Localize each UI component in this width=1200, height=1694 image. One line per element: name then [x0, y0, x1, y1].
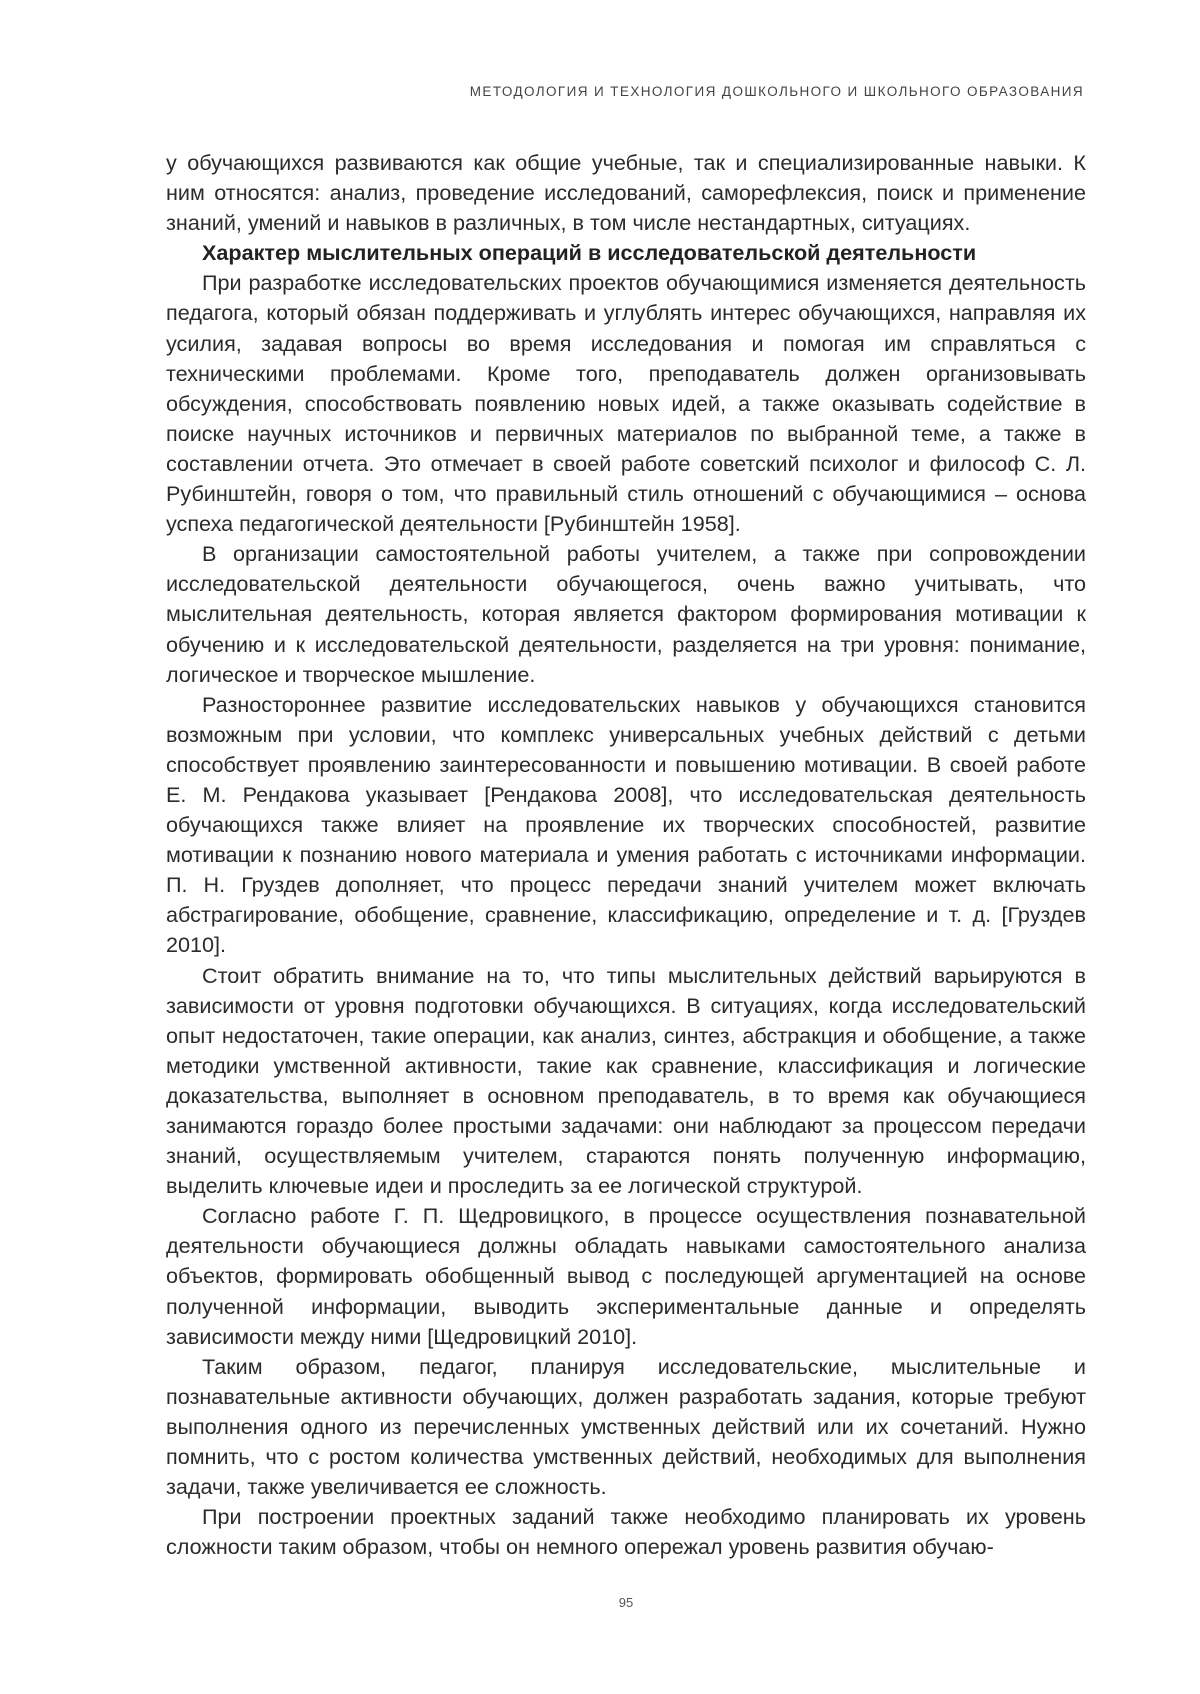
body-paragraph: При разработке исследовательских проектов обучающимися изменяется деятельность педагога, который обязан поддерживать и углублять интерес обучающихся, направляя их усилия, задавая вопросы во время исследования и помогая им справляться с техническими проблемами. Кроме того, преподаватель должен организовывать обсуждения, способствовать появлению новых идей, а также оказывать содействие в поиске научных источников и первичных материалов по выбранной теме, а также в составлении отчета. Это отмечает в своей работе советский психолог и философ С. Л. Рубинштейн, говоря о том, что правильный стиль отношений с обучающимися – основа успеха педагогической деятельности [Рубинштейн 1958].: [166, 270, 1086, 537]
intro-paragraph: у обучающихся развиваются как общие учебные, так и специализированные навыки. К ним относятся: анализ, проведение исследований, саморефлексия, поиск и применение знаний, умений и навыков в различных, в том числе нестандартных, ситуациях.: [166, 150, 1086, 236]
page-number: 95: [618, 1595, 634, 1610]
article-body: [166, 148, 1086, 1562]
body-paragraph: Согласно работе Г. П. Щедровицкого, в процессе осуществления познавательной деятельности обучающиеся должны обладать навыками самостоятельного анализа объектов, формировать обобщенный вывод с последующей аргументацией на основе полученной информации, выводить экспериментальные данные и определять зависимости между ними [Щедровицкий 2010].: [166, 1203, 1086, 1349]
section-heading: Характер мыслительных операций в исследовательской деятельности: [202, 240, 977, 266]
body-paragraph: Стоит обратить внимание на то, что типы мыслительных действий варьируются в зависимости от уровня подготовки обучающихся. В ситуациях, когда исследовательский опыт недостаточен, такие операции, как анализ, синтез, абстракция и обобщение, а также методики умственной активности, такие как сравнение, классификация и логические доказательства, выполняет в основном преподаватель, в то время как обучающиеся занимаются гораздо более простыми задачами: они наблюдают за процессом передачи знаний, осуществляемым учителем, стараются понять полученную информацию, выделить ключевые идеи и проследить за ее логической структурой.: [166, 962, 1086, 1199]
body-paragraph: При построении проектных заданий также необходимо планировать их уровень сложности таким образом, чтобы он немного опережал уровень развития обучаю-: [166, 1504, 1086, 1560]
running-header: МЕТОДОЛОГИЯ И ТЕХНОЛОГИЯ ДОШКОЛЬНОГО И ШКОЛЬНОГО ОБРАЗОВАНИЯ: [469, 84, 1084, 99]
body-paragraph: В организации самостоятельной работы учителем, а также при сопровождении исследовательской деятельности обучающегося, очень важно учитывать, что мыслительная деятельность, которая является фактором формирования мотивации к обучению и к исследовательской деятельности, разделяется на три уровня: понимание, логическое и творческое мышление.: [166, 541, 1086, 687]
body-paragraph: Разностороннее развитие исследовательских навыков у обучающихся становится возможным при условии, что комплекс универсальных учебных действий с детьми способствует проявлению заинтересованности и повышению мотивации. В своей работе Е. М. Рендакова указывает [Рендакова 2008], что исследовательская деятельность обучающихся также влияет на проявление их творческих способностей, развитие мотивации к познанию нового материала и умения работать с источниками информации. П. Н. Груздев дополняет, что процесс передачи знаний учителем может включать абстрагирование, обобщение, сравнение, классификацию, определение и т. д. [Груздев 2010].: [166, 691, 1086, 958]
body-paragraph: Таким образом, педагог, планируя исследовательские, мыслительные и познавательные активности обучающих, должен разработать задания, которые требуют выполнения одного из перечисленных умственных действий или их сочетаний. Нужно помнить, что с ростом количества умственных действий, необходимых для выполнения задачи, также увеличивается ее сложность.: [166, 1353, 1086, 1500]
